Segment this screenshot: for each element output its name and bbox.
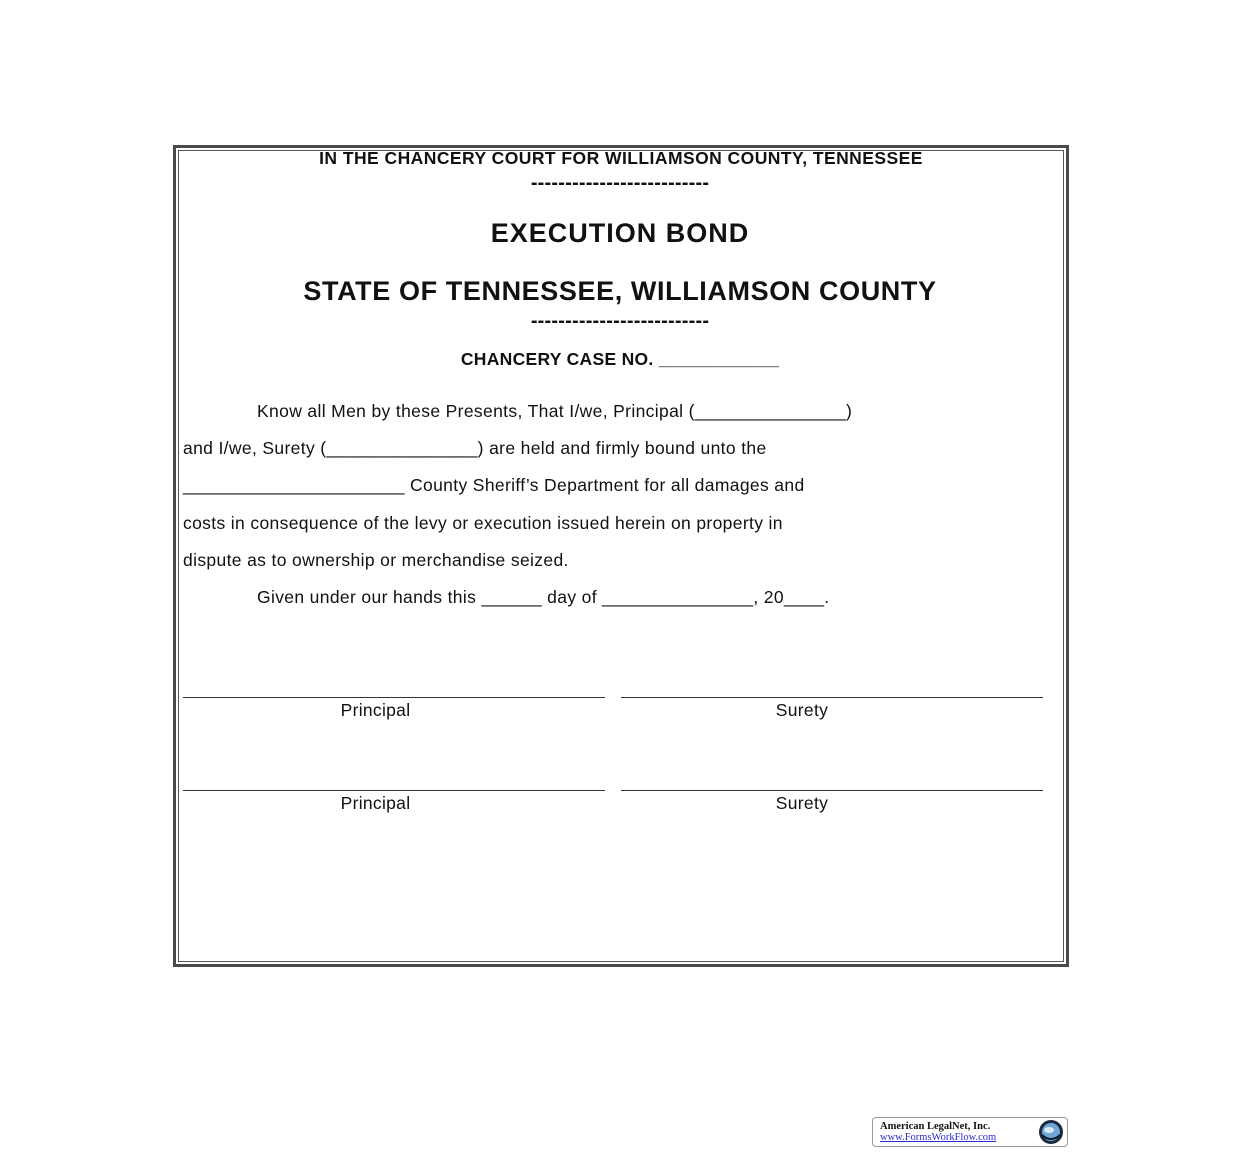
case-number-field[interactable]: CHANCERY CASE NO. ____________ [460, 349, 780, 369]
court-heading: IN THE CHANCERY COURT FOR WILLIAMSON COUNTY, TENNESSEE [319, 148, 923, 168]
publisher-url-link[interactable]: www.FormsWorkFlow.com [880, 1132, 997, 1143]
surety-signature-line-1[interactable] [621, 697, 1043, 698]
principal-signature-line-2[interactable] [183, 790, 605, 791]
principal-signature-line-1[interactable] [183, 697, 605, 698]
body-line-1: Know all Men by these Presents, That I/we, Principal (_______________) [257, 401, 853, 421]
principal-label-2: Principal [340, 793, 411, 813]
surety-signature-line-2[interactable] [621, 790, 1043, 791]
document-subtitle: STATE OF TENNESSEE, WILLIAMSON COUNTY [303, 276, 937, 306]
surety-label-1: Surety [775, 700, 829, 720]
separator-bottom: -------------------------- [530, 310, 710, 332]
body-line-3: ______________________ County Sheriff’s Department for all damages and [183, 475, 805, 495]
body-line-5: dispute as to ownership or merchandise seized. [183, 550, 569, 570]
body-line-2: and I/we, Surety (_______________) are held and firmly bound unto the [183, 438, 767, 458]
globe-logo-icon [1038, 1119, 1064, 1145]
document-title: EXECUTION BOND [490, 218, 750, 248]
body-line-4: costs in consequence of the levy or execution issued herein on property in [183, 513, 783, 533]
principal-label-1: Principal [340, 700, 411, 720]
separator-top: -------------------------- [530, 172, 710, 194]
publisher-badge[interactable] [872, 1117, 1068, 1147]
date-line: Given under our hands this ______ day of _______________, 20____. [257, 587, 830, 607]
publisher-name: American LegalNet, Inc. [880, 1121, 991, 1132]
surety-label-2: Surety [775, 793, 829, 813]
